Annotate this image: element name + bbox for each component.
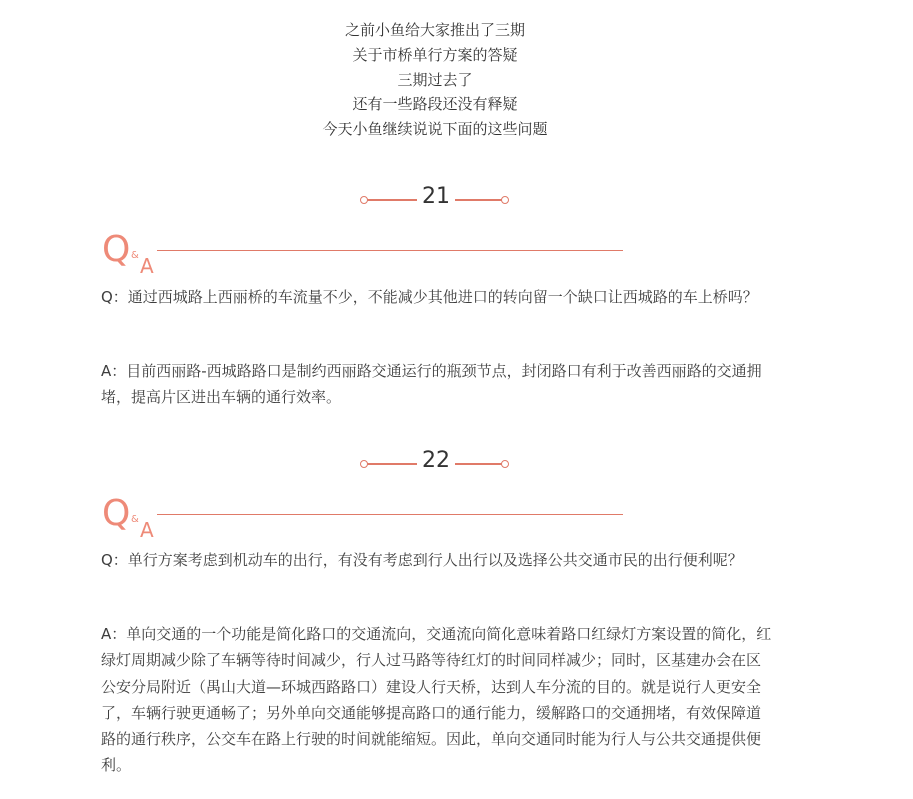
question-text: Q：单行方案考虑到机动车的出行，有没有考虑到行人出行以及选择公共交通市民的出行便利呢？	[101, 551, 743, 569]
qa-logo	[102, 493, 627, 544]
divider-dot-icon	[501, 460, 509, 468]
section-number: 22	[422, 448, 450, 473]
divider-line	[455, 463, 505, 465]
divider-line	[367, 463, 417, 465]
intro-text	[0, 18, 870, 142]
qa-logo-amp: &	[131, 514, 139, 525]
intro-line: 三期过去了	[397, 70, 473, 89]
section-number-divider	[360, 184, 512, 213]
intro-line: 关于市桥单行方案的答疑	[352, 45, 518, 64]
section-number-divider	[360, 448, 512, 477]
qa-logo	[102, 229, 627, 280]
answer-text: A：目前西丽路-西城路路口是制约西丽路交通运行的瓶颈节点，封闭路口有利于改善西丽路的交通拥堵，提高片区进出车辆的通行效率。	[101, 362, 762, 407]
qa-logo-q: Q	[102, 493, 131, 534]
divider-line	[455, 199, 505, 201]
intro-line: 今天小鱼继续说说下面的这些问题	[322, 120, 548, 139]
question-text: Q：通过西城路上西丽桥的车流量不少，不能减少其他进口的转向留一个缺口让西城路的车上桥吗？	[101, 288, 758, 306]
divider-line	[367, 199, 417, 201]
answer-text: A：单向交通的一个功能是简化路口的交通流向，交通流向简化意味着路口红绿灯方案设置的简化，红绿灯周期减少除了车辆等待时间减少，行人过马路等待红灯的时间同样减少；同时，区基建办会在区公安分局附近（禺山大道—环城西路路口）建设人行天桥，达到人车分流的目的。就是说行人更安全了，车辆行驶更通畅了；另外单向交通能够提高路口的通行能力，缓解路口的交通拥堵，有效保障道路的通行秩序，公交车在路上行驶的时间就能缩短。因此，单向交通同时能为行人与公共交通提供便利。	[101, 625, 772, 775]
qa-logo-a: A	[140, 254, 154, 278]
qa-logo-a: A	[140, 518, 154, 542]
section-number: 21	[422, 184, 450, 209]
qa-logo-q: Q	[102, 229, 131, 270]
qa-logo-amp: &	[131, 250, 139, 261]
intro-line: 还有一些路段还没有释疑	[352, 95, 518, 114]
qa-logo-rule	[157, 514, 623, 515]
intro-line: 之前小鱼给大家推出了三期	[344, 21, 525, 39]
qa-logo-rule	[157, 250, 623, 251]
divider-dot-icon	[501, 196, 509, 204]
